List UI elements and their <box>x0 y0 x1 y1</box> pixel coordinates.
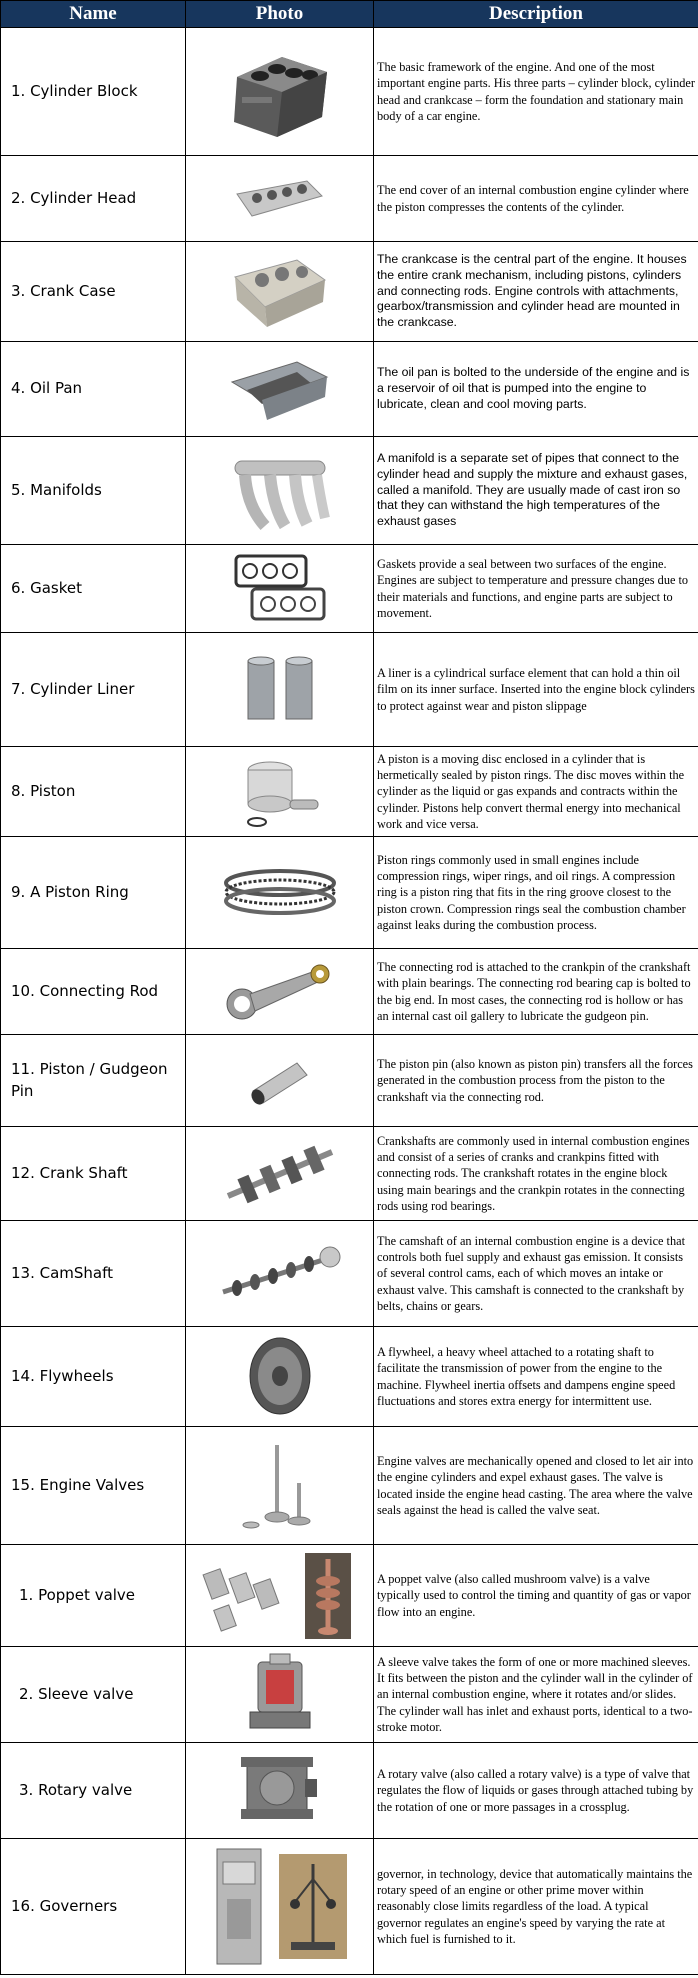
part-photo <box>186 837 374 949</box>
gasket-icon <box>230 551 330 626</box>
table-row <box>1 437 698 545</box>
piston-icon <box>235 752 325 832</box>
part-photo <box>186 1743 374 1839</box>
table-row <box>1 28 698 156</box>
table-row <box>1 747 698 837</box>
table-row <box>1 156 698 242</box>
governor-icon <box>207 1844 352 1969</box>
part-name: 9. A Piston Ring <box>1 837 186 949</box>
part-photo <box>186 1035 374 1127</box>
part-photo <box>186 342 374 437</box>
table-row <box>1 1035 698 1127</box>
part-name: 7. Cylinder Liner <box>1 633 186 747</box>
part-photo <box>186 1839 374 1975</box>
part-name: 3. Rotary valve <box>1 1743 186 1839</box>
flywheel-icon <box>240 1334 320 1419</box>
part-description: The camshaft of an internal combustion engine is a device that controls both fuel supply and exhaust gas emission. It consists of several control cams, each of which moves an intake or exhaust valve. This camshaft is connected to the crankshaft by belts, chains or gears. <box>374 1221 698 1327</box>
camshaft-icon <box>217 1244 342 1304</box>
cylinder-liner-icon <box>240 655 320 725</box>
table-row <box>1 1427 698 1545</box>
sleeve-valve-icon <box>240 1652 320 1737</box>
part-description: A piston is a moving disc enclosed in a cylinder that is hermetically sealed by piston rings. The disc moves within the cylinder as the liquid or gas expands and contracts within the cylinder. Pistons help convert thermal energy into mechanical work and vice versa. <box>374 747 698 837</box>
part-photo <box>186 633 374 747</box>
cylinder-head-icon <box>232 176 327 221</box>
table-row <box>1 242 698 342</box>
piston-ring-icon <box>220 865 340 920</box>
column-header-photo: Photo <box>186 1 374 28</box>
part-photo <box>186 437 374 545</box>
table-row <box>1 545 698 633</box>
part-description: The oil pan is bolted to the underside of the engine and is a reservoir of oil that is pumped into the engine to lubricate, clean and cool moving parts. <box>374 342 698 437</box>
part-name: 6. Gasket <box>1 545 186 633</box>
part-name: 15. Engine Valves <box>1 1427 186 1545</box>
part-description: The connecting rod is attached to the crankpin of the crankshaft with plain bearings. The connecting rod bearing cap is bolted to the big end. In most cases, the connecting rod is hollow or has an internal cast oil gallery to lubricate the gudgeon pin. <box>374 949 698 1035</box>
part-name: 2. Sleeve valve <box>1 1647 186 1743</box>
part-description: Gaskets provide a seal between two surfaces of the engine. Engines are subject to temperature and pressure changes due to their materials and functions, and engine parts are subject to movement. <box>374 545 698 633</box>
column-header-description: Description <box>374 1 698 28</box>
oil-pan-icon <box>227 352 332 427</box>
part-photo <box>186 28 374 156</box>
part-name: 1. Poppet valve <box>1 1545 186 1647</box>
part-photo <box>186 747 374 837</box>
part-name: 2. Cylinder Head <box>1 156 186 242</box>
part-description: A manifold is a separate set of pipes that connect to the cylinder head and supply the mixture and exhaust gases, called a manifold. They are usually made of cast iron so that they can withstand the high temperatures of the exhaust gases <box>374 437 698 545</box>
part-description: The basic framework of the engine. And one of the most important engine parts. His three parts – cylinder block, cylinder head and crankcase – form the foundation and stationary main body of a car engine. <box>374 28 698 156</box>
table-row <box>1 1221 698 1327</box>
part-name: 4. Oil Pan <box>1 342 186 437</box>
table-header-row <box>1 1 698 28</box>
part-name: 14. Flywheels <box>1 1327 186 1427</box>
crankcase-icon <box>227 252 332 332</box>
connecting-rod-icon <box>220 959 340 1024</box>
part-photo <box>186 1327 374 1427</box>
gudgeon-pin-icon <box>245 1053 315 1108</box>
part-name: 5. Manifolds <box>1 437 186 545</box>
table-row <box>1 1545 698 1647</box>
engine-valve-icon <box>237 1441 322 1531</box>
part-photo <box>186 242 374 342</box>
table-row <box>1 633 698 747</box>
part-description: A rotary valve (also called a rotary valve) is a type of valve that regulates the flow of liquids or gases through attached tubing by the rotation of one or more passages in a crossplug. <box>374 1743 698 1839</box>
column-header-name: Name <box>1 1 186 28</box>
part-description: governor, in technology, device that automatically maintains the rotary speed of an engine or other prime mover within reasonably close limits regardless of the load. A typical governor regulates an engine's speed by varying the rate at which fuel is furnished to it. <box>374 1839 698 1975</box>
crankshaft-icon <box>220 1134 340 1214</box>
poppet-valve-icon <box>197 1551 362 1641</box>
part-description: A flywheel, a heavy wheel attached to a rotating shaft to facilitate the transmission of power from the engine to the machine. Flywheel inertia offsets and dampens engine speed fluctuations and stores extra energy for intermittent use. <box>374 1327 698 1427</box>
part-photo <box>186 1127 374 1221</box>
part-description: A sleeve valve takes the form of one or more machined sleeves. It fits between the piston and the cylinder wall in the cylinder of an internal combustion engine, where it rotates and/or slides. The cylinder wall has inlet and exhaust ports, identical to a two-stroke motor. <box>374 1647 698 1743</box>
table-row <box>1 1647 698 1743</box>
part-name: 8. Piston <box>1 747 186 837</box>
engine-block-icon <box>222 42 337 142</box>
table-row <box>1 837 698 949</box>
table-row <box>1 949 698 1035</box>
rotary-valve-icon <box>237 1753 322 1828</box>
part-name: 13. CamShaft <box>1 1221 186 1327</box>
part-name: 1. Cylinder Block <box>1 28 186 156</box>
part-description: The piston pin (also known as piston pin) transfers all the forces generated in the combustion process from the piston to the crankshaft via the connecting rod. <box>374 1035 698 1127</box>
part-photo <box>186 949 374 1035</box>
part-name: 12. Crank Shaft <box>1 1127 186 1221</box>
part-description: Crankshafts are commonly used in internal combustion engines and consist of a series of cranks and crankpins fitted with connecting rods. The crankshaft rotates in the engine block using main bearings and the crankpin rotates in the connecting rods using rod bearings. <box>374 1127 698 1221</box>
part-photo <box>186 1221 374 1327</box>
part-description: The end cover of an internal combustion engine cylinder where the piston compresses the contents of the cylinder. <box>374 156 698 242</box>
table-row <box>1 342 698 437</box>
part-description: Piston rings commonly used in small engines include compression rings, wiper rings, and oil rings. A compression ring is a piston ring that fits in the ring groove closest to the piston crown. Compression rings seal the combustion chamber against leaks during the combustion process. <box>374 837 698 949</box>
part-name: 3. Crank Case <box>1 242 186 342</box>
part-photo <box>186 1427 374 1545</box>
table-row <box>1 1743 698 1839</box>
table-row <box>1 1839 698 1975</box>
part-photo <box>186 545 374 633</box>
part-name: 10. Connecting Rod <box>1 949 186 1035</box>
table-row <box>1 1127 698 1221</box>
part-name: 11. Piston / Gudgeon Pin <box>1 1035 186 1127</box>
part-description: A poppet valve (also called mushroom valve) is a valve typically used to control the timing and quantity of gas or vapor flow into an engine. <box>374 1545 698 1647</box>
table-row <box>1 1327 698 1427</box>
part-description: Engine valves are mechanically opened and closed to let air into the engine cylinders and expel exhaust gases. The valve is located inside the engine head casting. The area where the valve seals against the head is called the valve seat. <box>374 1427 698 1545</box>
part-photo <box>186 1647 374 1743</box>
part-name: 16. Governers <box>1 1839 186 1975</box>
manifold-icon <box>225 446 335 536</box>
part-description: The crankcase is the central part of the engine. It houses the entire crank mechanism, including pistons, cylinders and connecting rods. Engine controls with attachments, gearbox/transmission and cylinder head are mounted in the crankcase. <box>374 242 698 342</box>
part-photo <box>186 156 374 242</box>
part-description: A liner is a cylindrical surface element that can hold a thin oil film on its inner surface. Inserted into the engine block cylinders to protect against wear and piston slippage <box>374 633 698 747</box>
part-photo <box>186 1545 374 1647</box>
